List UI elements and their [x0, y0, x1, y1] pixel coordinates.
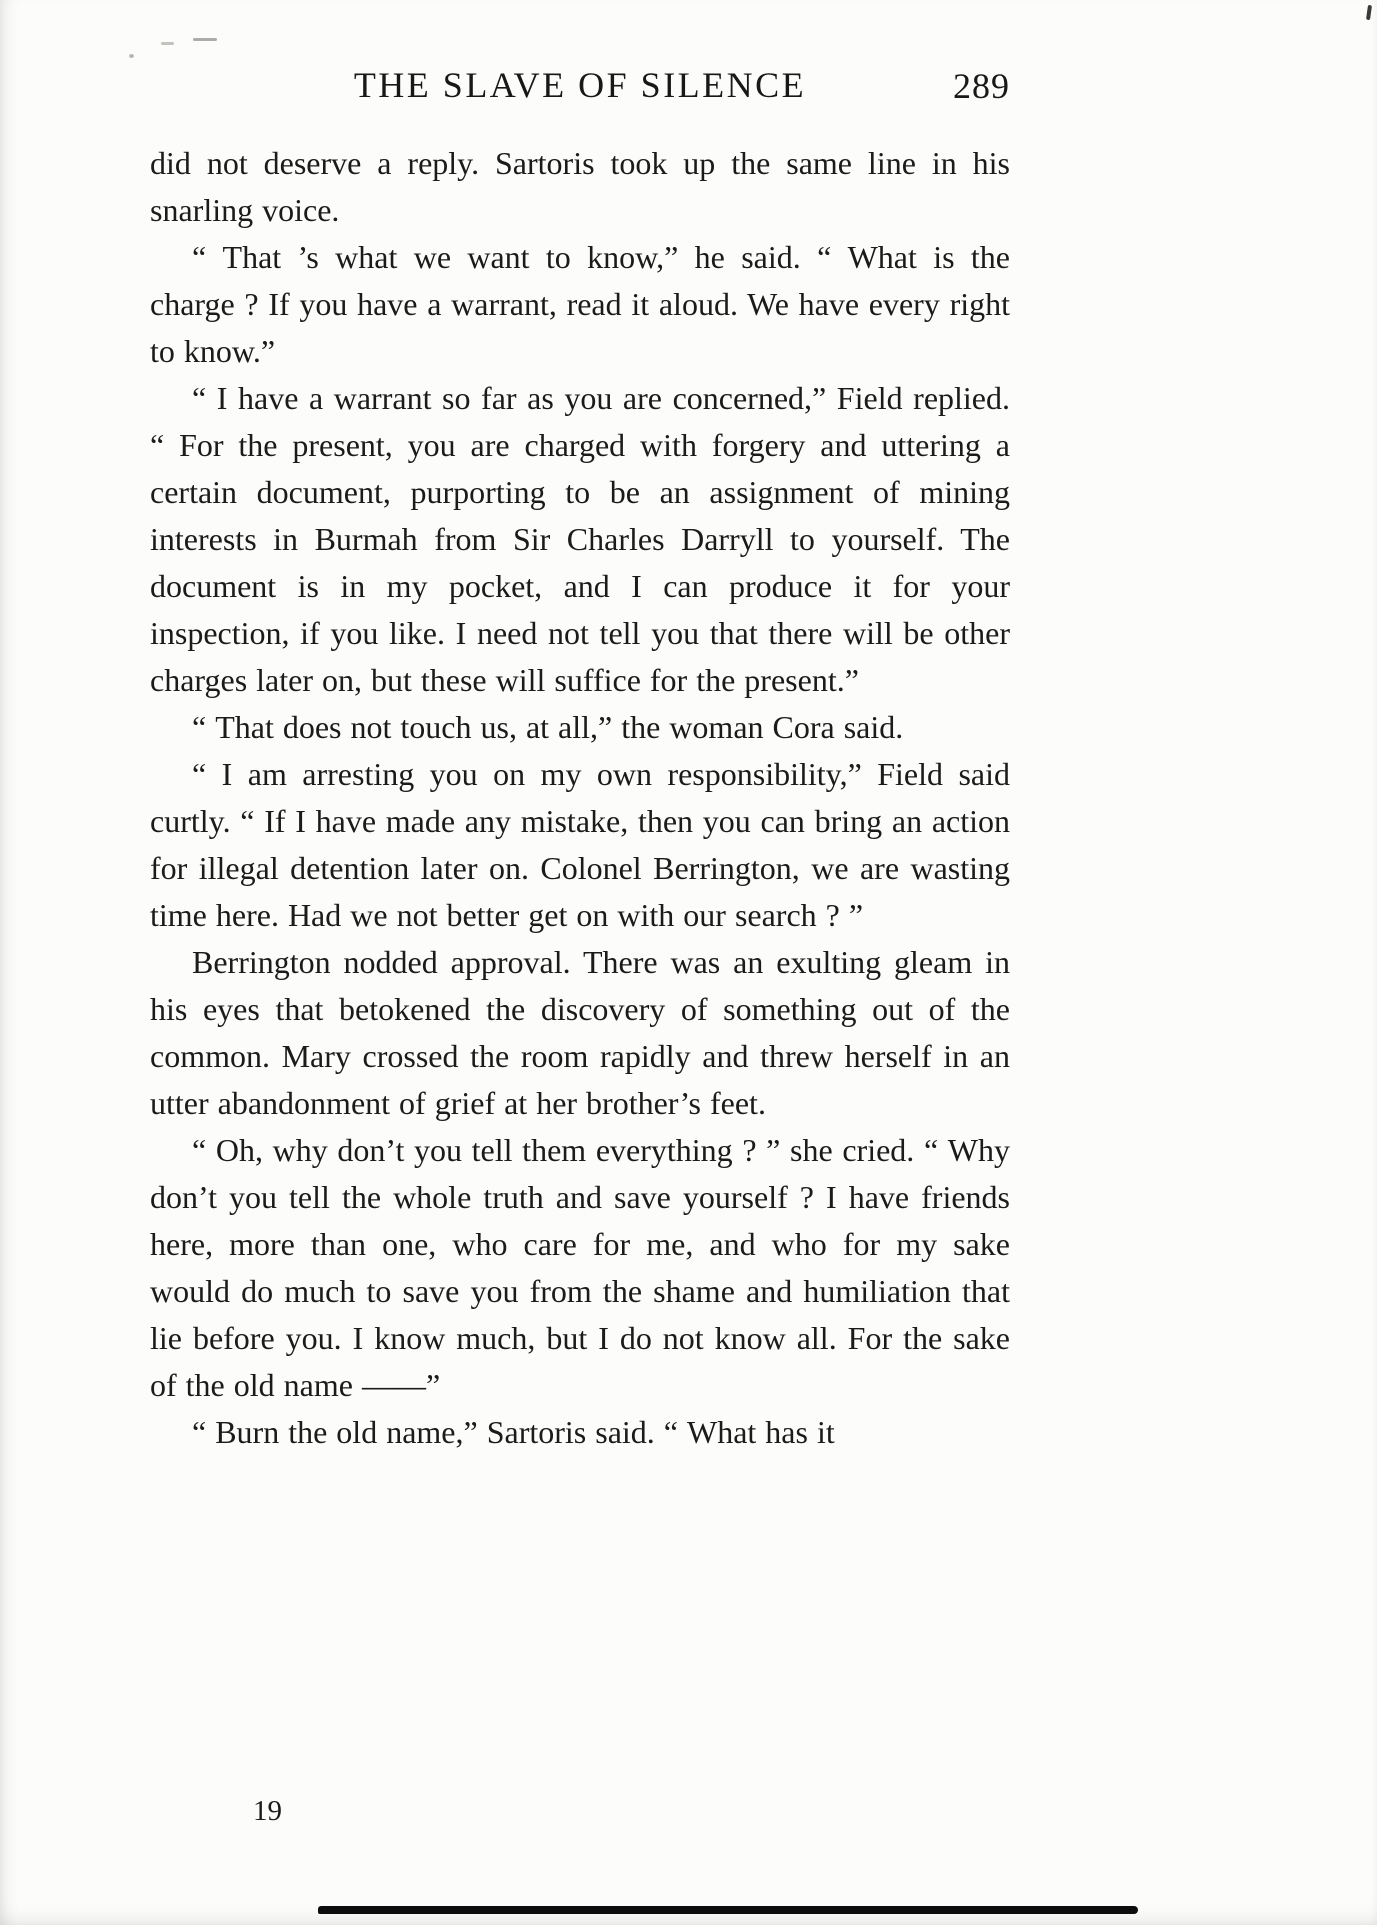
paragraph: “ That does not touch us, at all,” the woman Cora said.	[192, 709, 904, 745]
paragraph: did not deserve a reply. Sartoris took up the same line in his snarling voice.	[150, 145, 1010, 228]
scan-artifact-corner-tick	[1366, 5, 1372, 20]
pencil-mark-dot	[129, 54, 134, 58]
pencil-mark-dash	[193, 38, 217, 41]
page-number: 289	[953, 66, 1010, 106]
page-header	[150, 64, 1010, 120]
scan-artifact-bottom-bar	[318, 1906, 1138, 1914]
paragraph: “ That ’s what we want to know,” he said. “ What is the charge ? If you have a warrant, read it aloud. We have every right to know.”	[150, 239, 1010, 369]
paragraph: Berrington nodded approval. There was an exulting gleam in his eyes that betokened the discovery of something out of the common. Mary crossed the room rapidly and threw herself in an utter abandonment of grief at her brother’s feet.	[150, 944, 1010, 1121]
paragraph: “ I have a warrant so far as you are concerned,” Field replied. “ For the present, you are charged with forgery and uttering a certain document, purporting to be an assignment of mining interests in Burmah from Sir Charles Darryll to yourself. The document is in my pocket, and I can produce it for your inspection, if you like. I need not tell you that there will be other charges later on, but these will suffice for the present.”	[150, 380, 1010, 698]
running-title: THE SLAVE OF SILENCE	[353, 65, 807, 105]
body-text	[150, 140, 1010, 1456]
paragraph: “ Burn the old name,” Sartoris said. “ What has it	[192, 1414, 835, 1450]
paragraph: “ I am arresting you on my own responsibility,” Field said curtly. “ If I have made any mistake, then you can bring an action for illegal detention later on. Colonel Berrington, we are wasting time here. Had we not better get on with our search ? ”	[150, 756, 1010, 933]
paragraph: “ Oh, why don’t you tell them everything ? ” she cried. “ Why don’t you tell the whole truth and save yourself ? I have friends here, more than one, who care for me, and who for my sake would do much to save you from the shame and humiliation that lie before you. I know much, but I do not know all. For the sake of the old name ——”	[150, 1132, 1010, 1403]
pencil-mark-dash	[161, 42, 174, 45]
text-block	[150, 64, 1010, 1456]
signature-mark: 19	[253, 1795, 282, 1827]
